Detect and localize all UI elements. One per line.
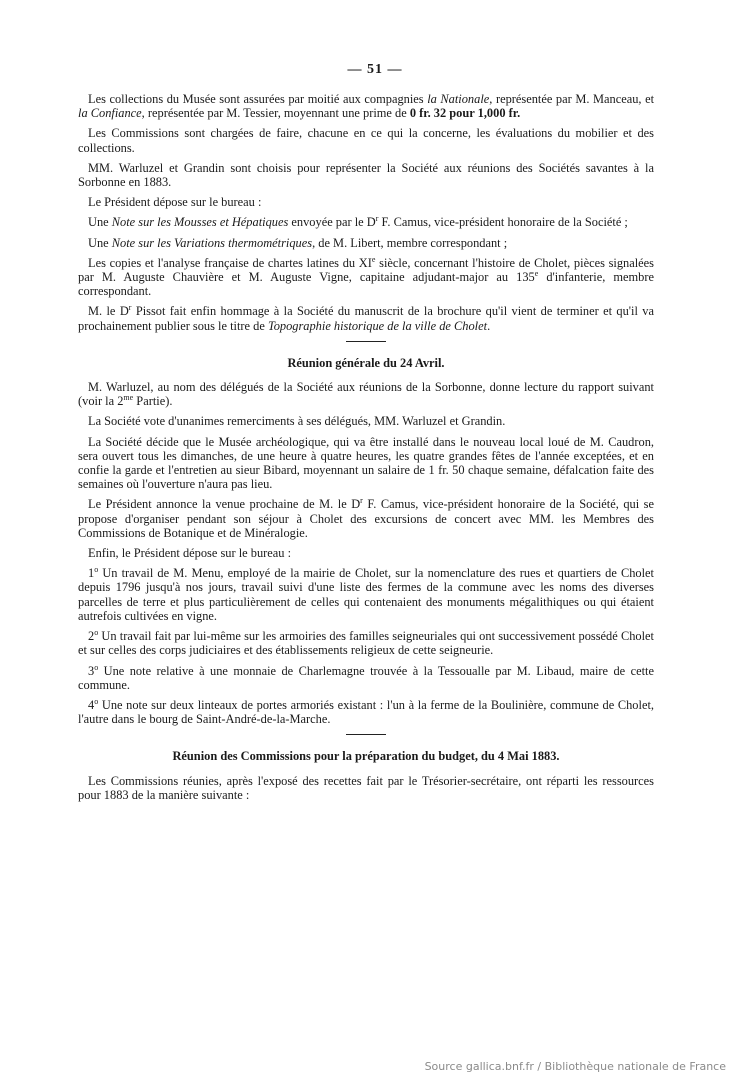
paragraph-commissions: Les Commissions sont chargées de faire, chacune en ce qui la concerne, les évaluations du mobilier et des collections. xyxy=(78,126,654,155)
superscript: o xyxy=(94,696,99,706)
text-run: Une xyxy=(88,235,112,250)
section-divider xyxy=(346,734,386,735)
text-run: Une note sur deux linteaux de portes armoriés existant : l'un à la ferme de la Boulinière, commune de Cholet, l'autre dans le bourg de Saint-André-de-la-Marche. xyxy=(78,697,654,727)
work-title: Note sur les Variations thermométriques xyxy=(111,235,313,250)
text-run: Pissot fait enfin hommage à la Société du manuscrit de la brochure qu'il vient de terminer et qu'il va prochainement publier sous le titre de xyxy=(78,304,654,333)
paragraph-musee: La Société décide que le Musée archéologique, qui va être installé dans le nouveau local loué de M. Caudron, sera ouvert tous les dimanches, de une heure à quatre heures, les quatre grandes fêtes de l'année exceptées, et en confie la garde et l'entretien au sieur Bibard, moyennant un salaire de 1 fr. 50 chaque semaine, défalcation faite des semaines où l'ouverture n'aura pas lieu. xyxy=(78,434,654,492)
source-attribution: Source gallica.bnf.fr / Bibliothèque nationale de France xyxy=(424,1060,726,1073)
text-run: Le Président annonce la venue prochaine de M. le D xyxy=(88,497,361,512)
text-run: , représentée par M. Manceau, et xyxy=(489,92,655,106)
superscript: me xyxy=(123,393,134,403)
section-divider xyxy=(346,341,386,342)
text-run: F. Camus, vice-président honoraire de la Société, qui se propose d'organiser pendant son séjour à Cholet des excursions de concert avec MM. les Membres des Commissions de Botanique et de Minéralogie. xyxy=(78,497,654,540)
text-run: d'infanterie, membre correspondant. xyxy=(78,270,654,299)
paragraph-pissot xyxy=(78,304,654,332)
paragraph-depose-intro-2: Enfin, le Président dépose sur le bureau : xyxy=(88,546,292,561)
paragraph-rapport xyxy=(78,380,654,408)
company-name: la Nationale xyxy=(427,92,490,106)
text-run: . xyxy=(487,318,491,333)
text-run: Un travail de M. Menu, employé de la mairie de Cholet, sur la nomenclature des rues et quartiers de Cholet depuis 1796 jusqu'à nos jours, travail suivi d'une liste des fermes de la commune avec les noms des diverses parcelles de terre et plus particulièrement de celles qui contenaient des monuments mégalithiques ou qui étaient autrefois cultivées en vigne. xyxy=(78,566,654,623)
item-number: 4 xyxy=(88,697,95,712)
text-run: envoyée par le D xyxy=(288,215,376,230)
page-number: — 51 — xyxy=(347,62,403,77)
paragraph-chartes xyxy=(78,256,654,299)
page-body xyxy=(78,92,654,808)
section-heading-budget: Réunion des Commissions pour la préparation du budget, du 4 Mai 1883. xyxy=(172,749,560,764)
text-run: Les copies et l'analyse française de chartes latines du xyxy=(88,255,359,270)
text-run: , de M. Libert, membre correspondant ; xyxy=(312,235,508,250)
paragraph-note-mousses xyxy=(78,215,654,229)
text-run: siècle, concernant l'histoire de Cholet, pièces signalées par M. Auguste Chauvière et M. Auguste Vigne, capitaine adjudant-major au 135 xyxy=(78,255,654,285)
superscript: o xyxy=(94,627,99,637)
superscript: r xyxy=(360,496,363,506)
item-number: 1 xyxy=(88,566,95,581)
paragraph-note-variations xyxy=(78,236,654,250)
text-run: Un travail fait par lui-même sur les armoiries des familles seigneuriales qui ont successivement possédé Cholet et sur celles des corps judiciaires et des établissements religieux de cette seigneurie. xyxy=(78,629,654,658)
list-item-3 xyxy=(78,664,654,692)
text-run: M. Warluzel, au nom des délégués de la Société aux réunions de la Sorbonne, donne lecture du rapport suivant (voir la 2 xyxy=(78,380,654,409)
company-name: la Confiance xyxy=(78,106,142,121)
paragraph-delegates: MM. Warluzel et Grandin sont choisis pour représenter la Société aux réunions des Sociétés savantes à la Sorbonne en 1883. xyxy=(78,160,654,190)
superscript: e xyxy=(371,254,376,264)
text-run: Une note relative à une monnaie de Charlemagne trouvée à la Tessoualle par M. Libaud, maire de cette commune. xyxy=(78,663,654,692)
superscript: o xyxy=(94,565,99,575)
item-number: 3 xyxy=(88,663,95,678)
paragraph-remerciments: La Société vote d'unanimes remerciments à ses délégués, MM. Warluzel et Grandin. xyxy=(88,414,506,429)
work-title: Note sur les Mousses et Hépatiques xyxy=(111,215,289,230)
superscript: e xyxy=(534,268,539,278)
work-title: Topographie historique de la ville de Cholet xyxy=(267,318,488,333)
text-run: M. le D xyxy=(88,304,129,319)
list-item-1 xyxy=(78,566,654,623)
paragraph-insurance xyxy=(78,92,654,120)
premium-amount: 0 fr. 32 pour 1,000 fr. xyxy=(409,106,521,121)
section-heading-reunion-generale: Réunion générale du 24 Avril. xyxy=(287,355,445,370)
text-run: Une xyxy=(88,215,112,230)
list-item-2 xyxy=(78,629,654,657)
superscript: r xyxy=(128,303,132,313)
text-run: Les collections du Musée sont assurées par moitié aux compagnies xyxy=(88,92,428,106)
list-item-4 xyxy=(78,698,654,726)
text-run: F. Camus, vice-président honoraire de la Société ; xyxy=(378,215,628,230)
superscript: r xyxy=(375,214,379,224)
century-numeral: XI xyxy=(358,255,372,270)
paragraph-ressources: Les Commissions réunies, après l'exposé des recettes fait par le Trésorier-secrétaire, ont réparti les ressources pour 1883 de la manière suivante : xyxy=(78,773,654,802)
text-run: Partie). xyxy=(133,394,173,409)
superscript: o xyxy=(94,662,99,672)
paragraph-camus-visit xyxy=(78,497,654,540)
text-run: , représentée par M. Tessier, moyennant une prime de xyxy=(141,106,410,121)
item-number: 2 xyxy=(88,629,95,644)
paragraph-depose-intro: Le Président dépose sur le bureau : xyxy=(88,195,262,210)
